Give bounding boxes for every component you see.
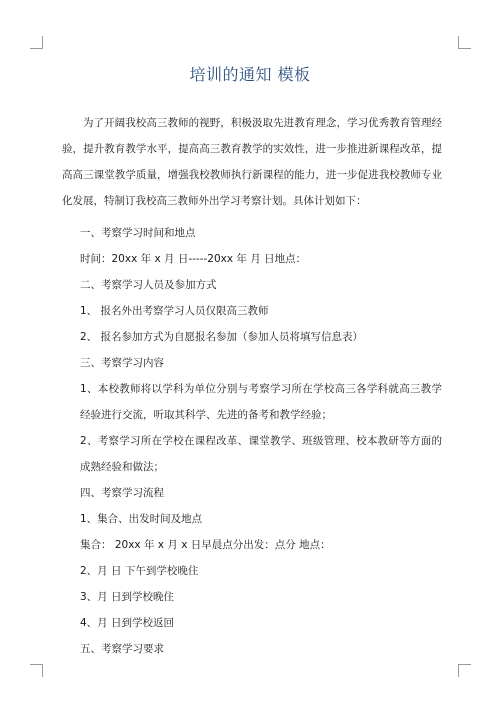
document-title: 培训的通知 模板 bbox=[189, 65, 311, 84]
section-heading-content: 三、考察学习内容 bbox=[80, 357, 164, 369]
process-item-1: 1、集合、出发时间及地点 bbox=[80, 513, 203, 525]
intro-paragraph: 为了开阔我校高三教师的视野，积极汲取先进教育理念，学习优秀教育管理经验，提升教育教学水平，提高高三教育教学的实效性，进一步推进新课程改革，提高高三课堂教学质量，增强我校教师执行新课程的能力，进一步促进我校教师专业化发展，特制订我校高三教师外出学习考察计划。具体计划如下： bbox=[62, 117, 442, 207]
process-item-2: 2、月 日 下午到学校晚住 bbox=[80, 565, 199, 577]
process-item-3: 3、月 日到学校晚住 bbox=[80, 591, 175, 603]
section-heading-requirements: 五、考察学习要求 bbox=[80, 643, 164, 655]
content-item-2: 2、考察学习所在学校在课程改革、课堂教学、班级管理、校本教研等方面的成熟经验和做法； bbox=[80, 435, 442, 473]
document-body bbox=[62, 110, 442, 662]
time-place-line: 时间：20xx 年 x 月 日-----20xx 年 月 日地点： bbox=[80, 253, 307, 265]
crop-mark-top-left bbox=[30, 36, 43, 49]
participants-item-2: 2、 报名参加方式为自愿报名参加（参加人员将填写信息表） bbox=[80, 331, 364, 343]
crop-mark-top-right bbox=[458, 36, 471, 49]
process-item-4: 4、月 日到学校返回 bbox=[80, 617, 175, 629]
section-heading-time-place: 一、考察学习时间和地点 bbox=[80, 227, 196, 239]
crop-mark-bottom-right bbox=[458, 664, 471, 677]
section-heading-process: 四、考察学习流程 bbox=[80, 487, 164, 499]
crop-mark-bottom-left bbox=[30, 664, 43, 677]
section-heading-participants: 二、考察学习人员及参加方式 bbox=[80, 279, 217, 291]
content-item-1: 1、本校教师将以学科为单位分别与考察学习所在学校高三各学科就高三教学经验进行交流，听取其科学、先进的备考和教学经验； bbox=[80, 383, 442, 421]
participants-item-1: 1、 报名外出考察学习人员仅限高三教师 bbox=[80, 305, 269, 317]
process-gather-line: 集合： 20xx 年 x 月 x 日早晨点分出发：点分 地点： bbox=[80, 539, 331, 551]
